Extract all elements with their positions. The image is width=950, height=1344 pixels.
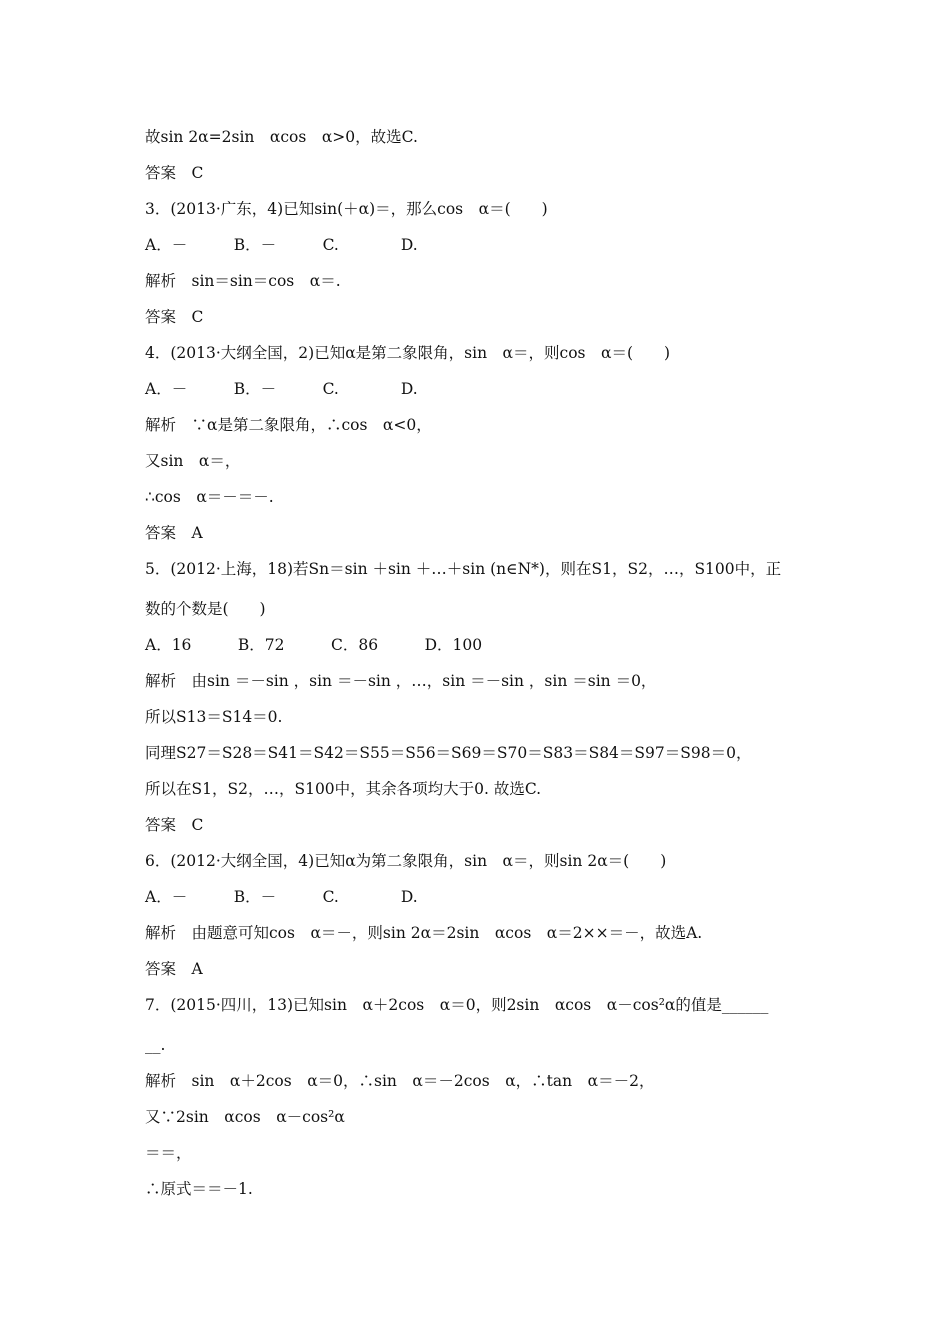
text-line: 故sin 2α=2sin αcos α>0，故选C. xyxy=(145,128,418,146)
answer-line: 答案 A xyxy=(145,960,203,978)
options-line: A．－ B．－ C. D. xyxy=(145,236,418,254)
question-3: 3．(2013·广东，4)已知sin(＋α)＝，那么cos α＝( ) xyxy=(145,200,548,218)
options-line: A．－ B．－ C. D. xyxy=(145,380,418,398)
solution-line: 解析 由题意可知cos α＝－，则sin 2α＝2sin αcos α＝2××＝－，故选A. xyxy=(145,924,703,942)
solution-line: 解析 sin α＋2cos α＝0，∴sin α＝－2cos α，∴tan α＝－2， xyxy=(145,1072,655,1090)
solution-line: 同理S27＝S28＝S41＝S42＝S55＝S56＝S69＝S70＝S83＝S84＝S97＝S98＝0， xyxy=(145,744,752,762)
solution-line: ∴原式＝＝－1. xyxy=(145,1180,253,1198)
question-6: 6．(2012·大纲全国，4)已知α为第二象限角，sin α＝，则sin 2α＝( ) xyxy=(145,852,667,870)
solution-line: ∴cos α＝－＝－. xyxy=(145,488,274,506)
solution-line: 解析 ∵α是第二象限角，∴cos α<0， xyxy=(145,416,432,434)
options-line: A．－ B．－ C. D. xyxy=(145,888,418,906)
answer-line: 答案 C xyxy=(145,308,204,326)
answer-line: 答案 C xyxy=(145,816,204,834)
question-4: 4．(2013·大纲全国，2)已知α是第二象限角，sin α＝，则cos α＝( ) xyxy=(145,344,671,362)
answer-line: 答案 A xyxy=(145,524,203,542)
solution-line: 解析 由sin ＝－sin ，sin ＝－sin ，…，sin ＝－sin ，sin ＝sin ＝0， xyxy=(145,672,657,690)
solution-line: 又sin α＝， xyxy=(145,452,241,470)
solution-line: 所以S13＝S14＝0. xyxy=(145,708,283,726)
question-5: 5．(2012·上海，18)若Sn＝sin ＋sin ＋…＋sin (n∈N*)，则在S1，S2，…，S100中，正 xyxy=(145,560,782,578)
question-5-cont: 数的个数是( ) xyxy=(145,600,266,618)
answer-line: 答案 C xyxy=(145,164,204,182)
question-7: 7．(2015·四川，13)已知sin α＋2cos α＝0，则2sin αcos α－cos²α的值是______ xyxy=(145,996,769,1014)
solution-line: 解析 sin＝sin＝cos α＝. xyxy=(145,272,341,290)
solution-line: ＝＝， xyxy=(145,1144,192,1162)
question-7-cont: __. xyxy=(145,1036,166,1054)
options-line: A．16 B．72 C．86 D．100 xyxy=(145,636,483,654)
solution-line: 所以在S1，S2，…，S100中，其余各项均大于0. 故选C. xyxy=(145,780,542,798)
solution-line: 又∵2sin αcos α－cos²α xyxy=(145,1108,345,1126)
